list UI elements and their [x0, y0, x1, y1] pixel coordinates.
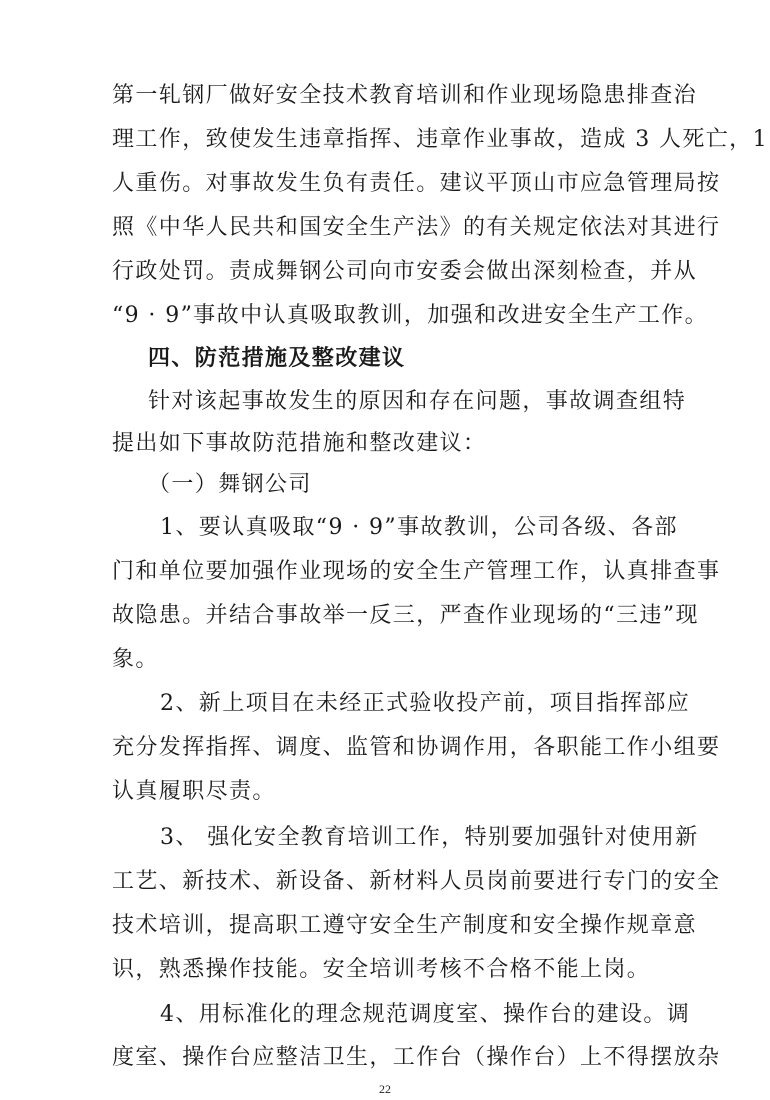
text-line: 第一轧钢厂做好安全技术教育培训和作业现场隐患排查治	[112, 83, 698, 108]
text-line: 象。	[112, 647, 159, 672]
text-line: 针对该起事故发生的原因和存在问题，事故调查组特	[148, 389, 687, 414]
section-heading: 四、防范措施及整改建议	[148, 346, 406, 371]
text-line: 工艺、新技术、新设备、新材料人员岗前要进行专门的安全	[112, 869, 721, 894]
text-line: 充分发挥指挥、调度、监管和协调作用，各职能工作小组要	[112, 735, 721, 760]
text-line: 1、要认真吸取“9 · 9”事故教训，公司各级、各部	[160, 515, 678, 540]
text-line: 2、新上项目在未经正式验收投产前，项目指挥部应	[160, 691, 691, 716]
text-line: 4、用标准化的理念规范调度室、操作台的建设。调	[160, 1002, 691, 1027]
page-number: 22	[379, 1082, 391, 1096]
text-line: 技术培训，提高职工遵守安全生产制度和安全操作规章意	[112, 913, 698, 938]
text-line: 度室、操作台应整洁卫生，工作台（操作台）上不得摆放杂	[112, 1045, 721, 1070]
text-line: “9 · 9”事故中认真吸取教训，加强和改进安全生产工作。	[112, 303, 709, 328]
text-line: 3、 强化安全教育培训工作，特别要加强针对使用新	[160, 825, 699, 850]
text-line: 理工作，致使发生违章指挥、违章作业事故，造成 3 人死亡，1	[112, 127, 768, 152]
text-line: 照《中华人民共和国安全生产法》的有关规定依法对其进行	[112, 215, 721, 240]
text-line: 人重伤。对事故发生负有责任。建议平顶山市应急管理局按	[112, 171, 721, 196]
text-line: 提出如下事故防范措施和整改建议：	[112, 431, 487, 456]
text-line: 识，熟悉操作技能。安全培训考核不合格不能上岗。	[112, 957, 651, 982]
text-line: 故隐患。并结合事故举一反三，严查作业现场的“三违”现	[112, 603, 699, 628]
text-line: 门和单位要加强作业现场的安全生产管理工作，认真排查事	[112, 559, 721, 584]
text-line: 认真履职尽责。	[112, 779, 276, 804]
subheading: （一）舞钢公司	[148, 472, 312, 497]
text-line: 行政处罚。责成舞钢公司向市安委会做出深刻检查，并从	[112, 259, 698, 284]
